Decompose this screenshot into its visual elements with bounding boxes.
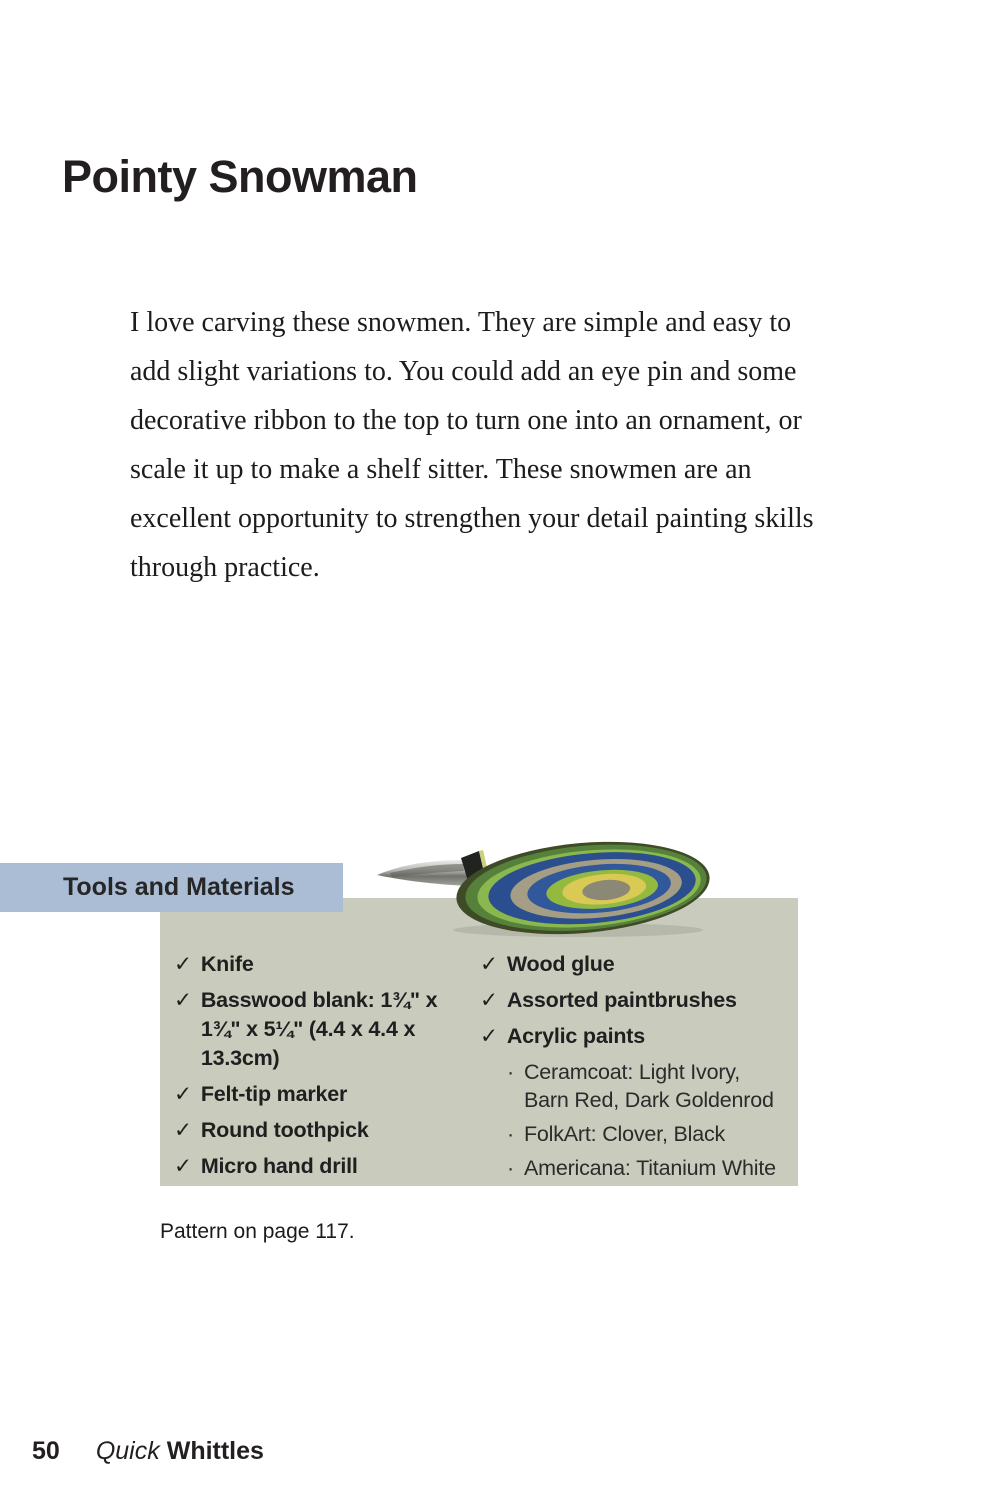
tools-column-right	[480, 950, 788, 1188]
tools-materials-header: Tools and Materials	[63, 873, 295, 901]
tool-item-label: Wood glue	[506, 952, 615, 976]
tool-item	[480, 950, 788, 979]
tool-item	[174, 950, 472, 979]
tools-materials-header-band	[0, 863, 343, 912]
pattern-note: Pattern on page 117.	[160, 1220, 355, 1243]
paint-subitem	[507, 1058, 788, 1114]
page-footer	[32, 1437, 264, 1466]
page-number: 50	[32, 1437, 60, 1465]
carving-knife-image	[368, 828, 713, 940]
check-icon: ✓	[174, 1118, 192, 1142]
tools-column-left	[174, 950, 472, 1188]
tool-item	[174, 1152, 472, 1181]
tool-item-label: Micro hand drill	[200, 1154, 358, 1178]
paint-subitem-label: Ceramcoat: Light Ivory, Barn Red, Dark Goldenrod	[523, 1060, 774, 1112]
tools-materials-box	[160, 898, 798, 1186]
check-icon: ✓	[174, 952, 192, 976]
paint-subitem-label: Americana: Titanium White	[523, 1156, 776, 1180]
check-icon: ✓	[174, 1154, 192, 1178]
bullet-icon: ·	[507, 1060, 514, 1084]
bullet-icon: ·	[507, 1122, 514, 1146]
knife-handle	[453, 832, 713, 940]
tool-item	[480, 1022, 788, 1051]
book-title-whittles: Whittles	[166, 1437, 264, 1465]
tool-item-label: Assorted paintbrushes	[506, 988, 737, 1012]
tool-item	[174, 1116, 472, 1145]
tool-item-label: Round toothpick	[200, 1118, 369, 1142]
paint-subitem	[507, 1120, 788, 1148]
tool-item	[174, 986, 472, 1073]
tool-item	[174, 1080, 472, 1109]
page-title: Pointy Snowman	[62, 151, 418, 203]
check-icon: ✓	[480, 952, 498, 976]
check-icon: ✓	[480, 988, 498, 1012]
intro-paragraph: I love carving these snowmen. They are simple and easy to add slight variations to. You could add an eye pin and some decorative ribbon to the top to turn one into an ornament, or scale it up to make a shelf sitter. These snowmen are an excellent opportunity to strengthen your detail painting skills through practice.	[130, 307, 814, 583]
bullet-icon: ·	[507, 1156, 514, 1180]
tool-item-label: Felt-tip marker	[200, 1082, 348, 1106]
check-icon: ✓	[174, 988, 192, 1012]
book-title-quick: Quick	[95, 1437, 160, 1465]
check-icon: ✓	[480, 1024, 498, 1048]
paint-subitem-label: FolkArt: Clover, Black	[523, 1122, 726, 1146]
check-icon: ✓	[174, 1082, 192, 1106]
paint-subitem	[507, 1154, 788, 1182]
tool-item	[480, 986, 788, 1015]
tool-item-label: Acrylic paints	[506, 1024, 646, 1048]
tool-item-label: Knife	[200, 952, 254, 976]
tool-item-label: Basswood blank: 1¾" x 1¾" x 5¼" (4.4 x 4.4 x 13.3cm)	[200, 988, 438, 1070]
